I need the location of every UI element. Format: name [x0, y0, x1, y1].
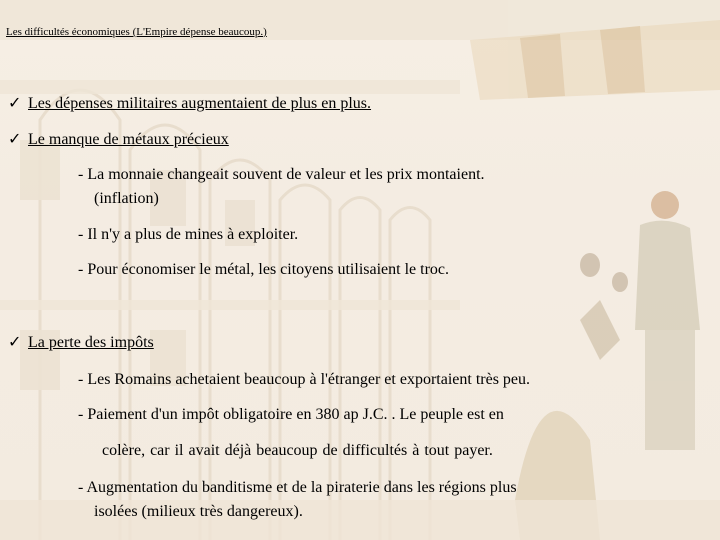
sub-item-line: - Paiement d'un impôt obligatoire en 380 ap J.C. . Le peuple est en	[78, 406, 504, 423]
checkmark-icon: ✓	[8, 131, 22, 148]
bullet-military-spending	[8, 93, 371, 113]
sub-item-trade	[78, 368, 530, 392]
sub-item-line: - Il n'y a plus de mines à exploiter.	[78, 226, 299, 243]
bullet-precious-metals	[8, 129, 229, 149]
bullet-tax-loss	[8, 332, 154, 352]
sub-item-banditry	[78, 476, 517, 524]
slide-title: Les difficultés économiques (L'Empire dépense beaucoup.)	[6, 26, 267, 38]
checkmark-icon: ✓	[8, 334, 22, 351]
bullet-text: Le manque de métaux précieux	[28, 131, 229, 148]
sub-item-line: isolées (milieux très dangereux).	[94, 503, 303, 520]
sub-item-inflation	[78, 163, 485, 211]
sub-item-barter	[78, 258, 449, 282]
bullet-text: Les dépenses militaires augmentaient de plus en plus.	[28, 95, 372, 112]
sub-item-mines	[78, 223, 298, 247]
sub-item-line: colère, car il avait déjà beaucoup de difficultés à tout payer.	[102, 442, 493, 459]
sub-item-tax	[78, 403, 504, 463]
sub-item-line: - Pour économiser le métal, les citoyens utilisaient le troc.	[78, 261, 450, 278]
sub-item-line: - La monnaie changeait souvent de valeur et les prix montaient.	[78, 166, 485, 183]
checkmark-icon: ✓	[8, 95, 22, 112]
sub-item-line: (inflation)	[94, 190, 159, 207]
sub-item-line: - Les Romains achetaient beaucoup à l'étranger et exportaient très peu.	[78, 371, 531, 388]
sub-item-line: - Augmentation du banditisme et de la piraterie dans les régions plus	[78, 479, 517, 496]
bullet-text: La perte des impôts	[28, 334, 154, 351]
